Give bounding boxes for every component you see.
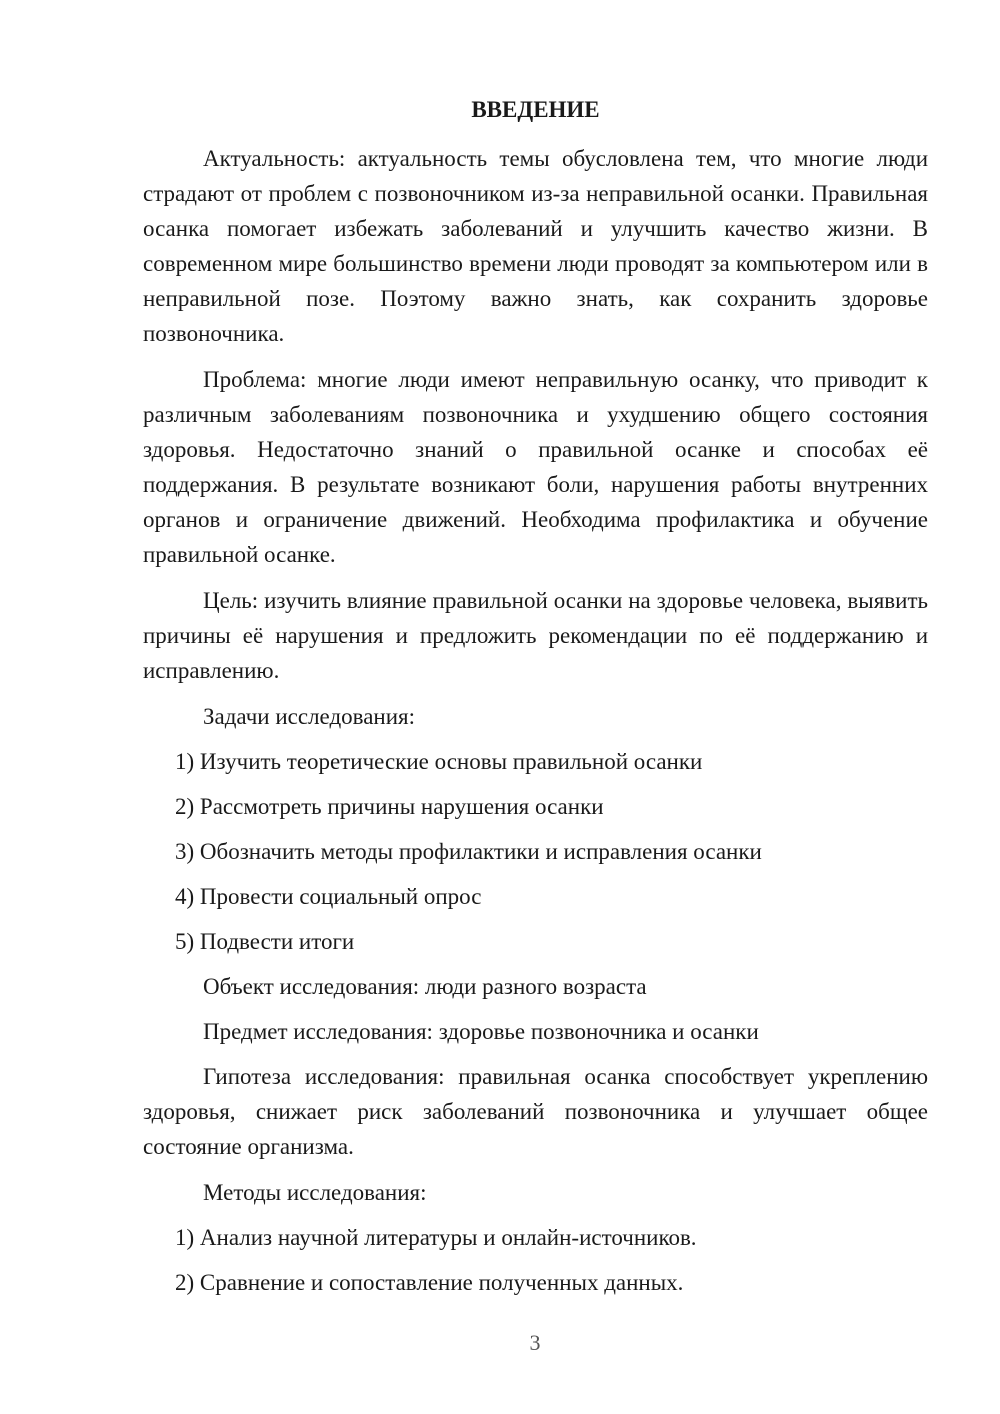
task-item: 3) Обозначить методы профилактики и исправления осанки bbox=[175, 839, 762, 864]
task-item: 1) Изучить теоретические основы правильной осанки bbox=[175, 749, 703, 774]
methods-heading: Методы исследования: bbox=[203, 1180, 427, 1205]
page-number: 3 bbox=[529, 1330, 541, 1355]
problem-paragraph: Проблема: многие люди имеют неправильную осанку, что приводит к различным заболеваниям позвоночника и ухудшению общего состояния здоровья. Недостаточно знаний о правильной осанке и способах её поддержания. В результате возникают боли, нарушения работы внутренних органов и ограничение движений. Необходима профилактика и обучение правильной осанке. bbox=[143, 367, 928, 567]
research-object: Объект исследования: люди разного возраста bbox=[203, 974, 647, 999]
hypothesis-paragraph: Гипотеза исследования: правильная осанка способствует укреплению здоровья, снижает риск заболеваний позвоночника и улучшает общее состояние организма. bbox=[143, 1064, 928, 1159]
task-item: 5) Подвести итоги bbox=[175, 929, 355, 954]
tasks-heading: Задачи исследования: bbox=[203, 704, 416, 729]
section-title: ВВЕДЕНИЕ bbox=[471, 97, 600, 122]
task-item: 4) Провести социальный опрос bbox=[175, 884, 482, 909]
method-item: 1) Анализ научной литературы и онлайн-источников. bbox=[175, 1225, 697, 1250]
relevance-paragraph: Актуальность: актуальность темы обусловлена тем, что многие люди страдают от проблем с позвоночником из-за неправильной осанки. Правильная осанка помогает избежать заболеваний и улучшить качество жизни. В современном мире большинство времени люди проводят за компьютером или в неправильной позе. Поэтому важно знать, как сохранить здоровье позвоночника. bbox=[143, 146, 928, 346]
document-page bbox=[143, 92, 928, 1310]
goal-paragraph: Цель: изучить влияние правильной осанки на здоровье человека, выявить причины её нарушения и предложить рекомендации по её поддержанию и исправлению. bbox=[143, 588, 928, 683]
task-item: 2) Рассмотреть причины нарушения осанки bbox=[175, 794, 604, 819]
method-item: 2) Сравнение и сопоставление полученных данных. bbox=[175, 1270, 684, 1295]
research-subject: Предмет исследования: здоровье позвоночника и осанки bbox=[203, 1019, 759, 1044]
